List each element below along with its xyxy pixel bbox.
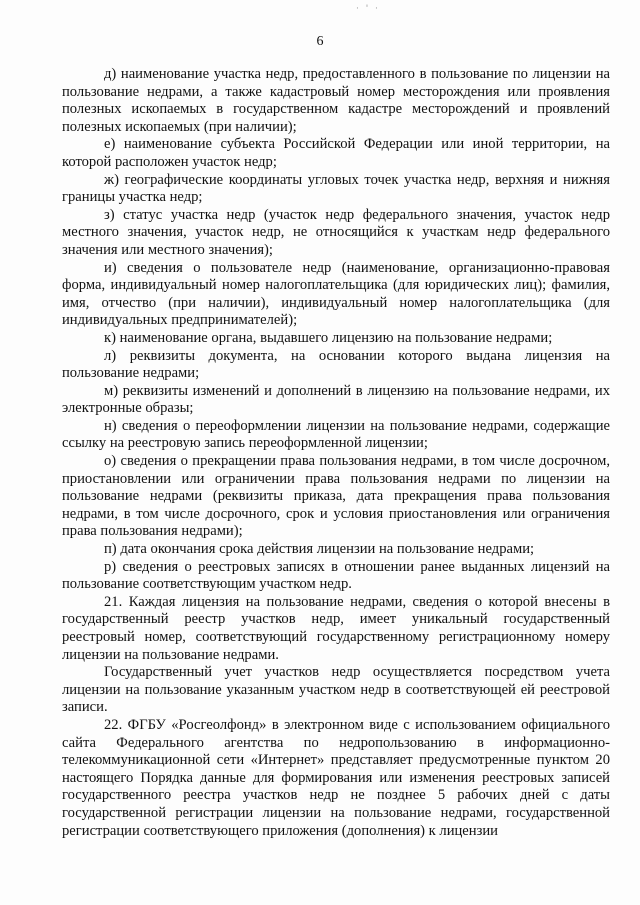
paragraph-z: з) статус участка недр (участок недр федерального значения, участок недр местного значения, участок недр, не относящийся к участкам недр федерального значения или местного значения); [62, 206, 610, 258]
paragraph-d: д) наименование участка недр, предоставленного в пользование по лицензии на пользование недрами, а также кадастровый номер месторождения или проявления полезных ископаемых в государственном кадастре месторождений и проявлений полезных ископаемых (при наличии); [62, 66, 610, 135]
paragraph-o: о) сведения о прекращении права пользования недрами, в том числе досрочном, приостановлении или ограничении права пользования недрами по лицензии на пользование недрами (реквизиты приказа, дата прекращения права пользования недрами, в том числе досрочного, срок и условия приостановления или ограничения права пользования недрами); [62, 453, 610, 540]
paragraph-22: 22. ФГБУ «Росгеолфонд» в электронном виде с использованием официального сайта Федерального агентства по недропользованию в информационно-телекоммуникационной сети «Интернет» представляет предусмотренные пунктом 20 настоящего Порядка данные для формирования или изменения реестровых записей государственного реестра участков недр не позднее 5 рабочих дней с даты государственной регистрации лицензии на пользование недрами, государственной регистрации соответствующего приложения (дополнения) к лицензии [62, 716, 610, 839]
paragraph-21: 21. Каждая лицензия на пользование недрами, сведения о которой внесены в государственный реестр участков недр, имеет уникальный государственный реестровый номер, соответствующий государственному регистрационному номеру лицензии на пользование недрами. [62, 593, 610, 663]
paragraph-e: е) наименование субъекта Российской Федерации или иной территории, на которой расположен участок недр; [62, 136, 610, 170]
paragraph-l: л) реквизиты документа, на основании которого выдана лицензия на пользование недрами; [62, 347, 610, 382]
paragraph-r: р) сведения о реестровых записях в отношении ранее выданных лицензий на пользование соответствующим участком недр. [62, 558, 610, 593]
paragraph-i: и) сведения о пользователе недр (наименование, организационно-правовая форма, индивидуальный номер налогоплательщика (для юридических лиц); фамилия, имя, отчество (при наличии), индивидуальный номер налогоплательщика (для индивидуальных предпринимателей); [62, 259, 610, 329]
page-number: 6 [316, 34, 324, 49]
paragraph-n: н) сведения о переоформлении лицензии на пользование недрами, содержащие ссылку на реестровую запись переоформленной лицензии; [62, 417, 610, 452]
document-body [62, 66, 610, 840]
paragraph-state-accounting: Государственный учет участков недр осуществляется посредством учета лицензии на пользование указанным участком недр в соответствующей ей реестровой записи. [62, 664, 610, 716]
paragraph-k: к) наименование органа, выдавшего лицензию на пользование недрами; [104, 329, 553, 346]
scan-artifact: · ' · [356, 4, 380, 14]
paragraph-zh: ж) географические координаты угловых точек участка недр, верхняя и нижняя границы участка недр; [62, 171, 610, 206]
paragraph-p: п) дата окончания срока действия лицензии на пользование недрами; [104, 541, 535, 558]
paragraph-m: м) реквизиты изменений и дополнений в лицензию на пользование недрами, их электронные образы; [62, 382, 610, 417]
